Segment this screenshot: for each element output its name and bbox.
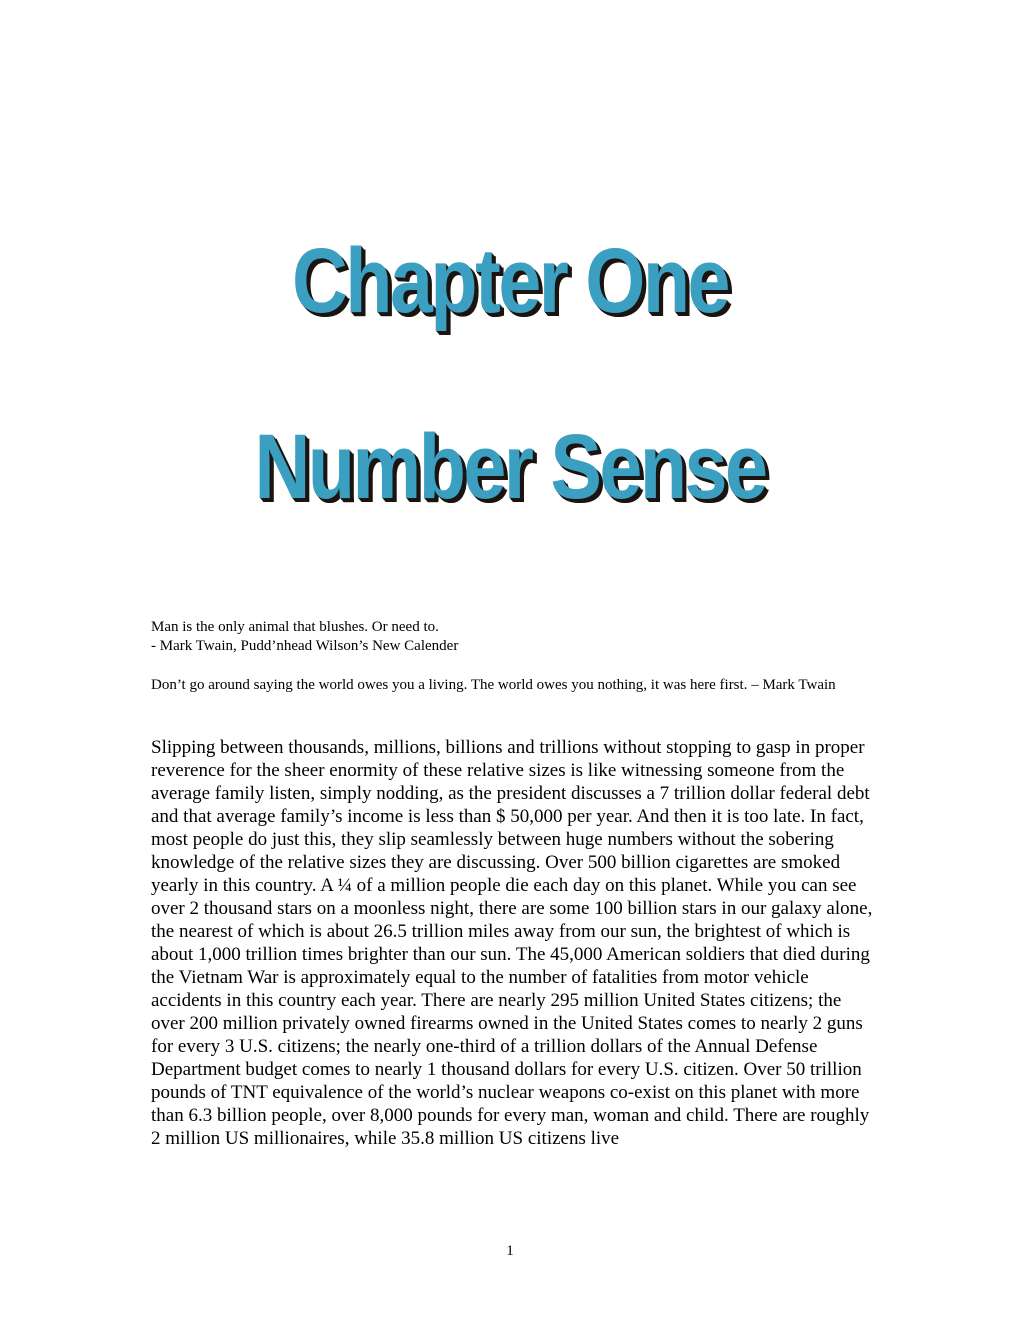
epigraph-quote-2 [151, 676, 871, 695]
quote-text: Don’t go around saying the world owes you a living. The world owes you nothing, it was here first. – Mark Twain [151, 677, 836, 693]
chapter-subtitle: Number Sense [254, 416, 766, 518]
chapter-title: Chapter One [291, 230, 729, 332]
epigraph-quote-1 [151, 618, 871, 656]
body-paragraph: Slipping between thousands, millions, billions and trillions without stopping to gasp in proper reverence for the sheer enormity of these relative sizes is like witnessing someone from the average family listen, simply nodding, as the president discusses a 7 trillion dollar federal debt and that average family’s income is less than $ 50,000 per year. And then it is too late. In fact, most people do just this, they slip seamlessly between huge numbers without the sobering knowledge of the relative sizes they are discussing. Over 500 billion cigarettes are smoked yearly in this country. A ¼ of a million people die each day on this planet. While you can see over 2 thousand stars on a moonless night, there are some 100 billion stars in our galaxy alone, the nearest of which is about 26.5 trillion miles away from our sun, the brightest of which is about 1,000 trillion times brighter than our sun. The 45,000 American soldiers that died during the Vietnam War is approximately equal to the number of fatalities from motor vehicle accidents in this country each year. There are nearly 295 million United States citizens; the over 200 million privately owned firearms owned in the United States comes to nearly 2 guns for every 3 U.S. citizens; the nearly one-third of a trillion dollars of the Annual Defense Department budget comes to nearly 1 thousand dollars for every U.S. citizen. Over 50 trillion pounds of TNT equivalence of the world’s nuclear weapons co-exist on this planet with more than 6.3 billion people, over 8,000 pounds for every man, woman and child. There are roughly 2 million US millionaires, while 35.8 million US citizens live [151, 737, 873, 1149]
quote-attribution: - Mark Twain, Pudd’nhead Wilson’s New Calender [151, 638, 459, 654]
quote-text: Man is the only animal that blushes. Or need to. [151, 619, 439, 635]
page-number: 1 [506, 1243, 514, 1259]
